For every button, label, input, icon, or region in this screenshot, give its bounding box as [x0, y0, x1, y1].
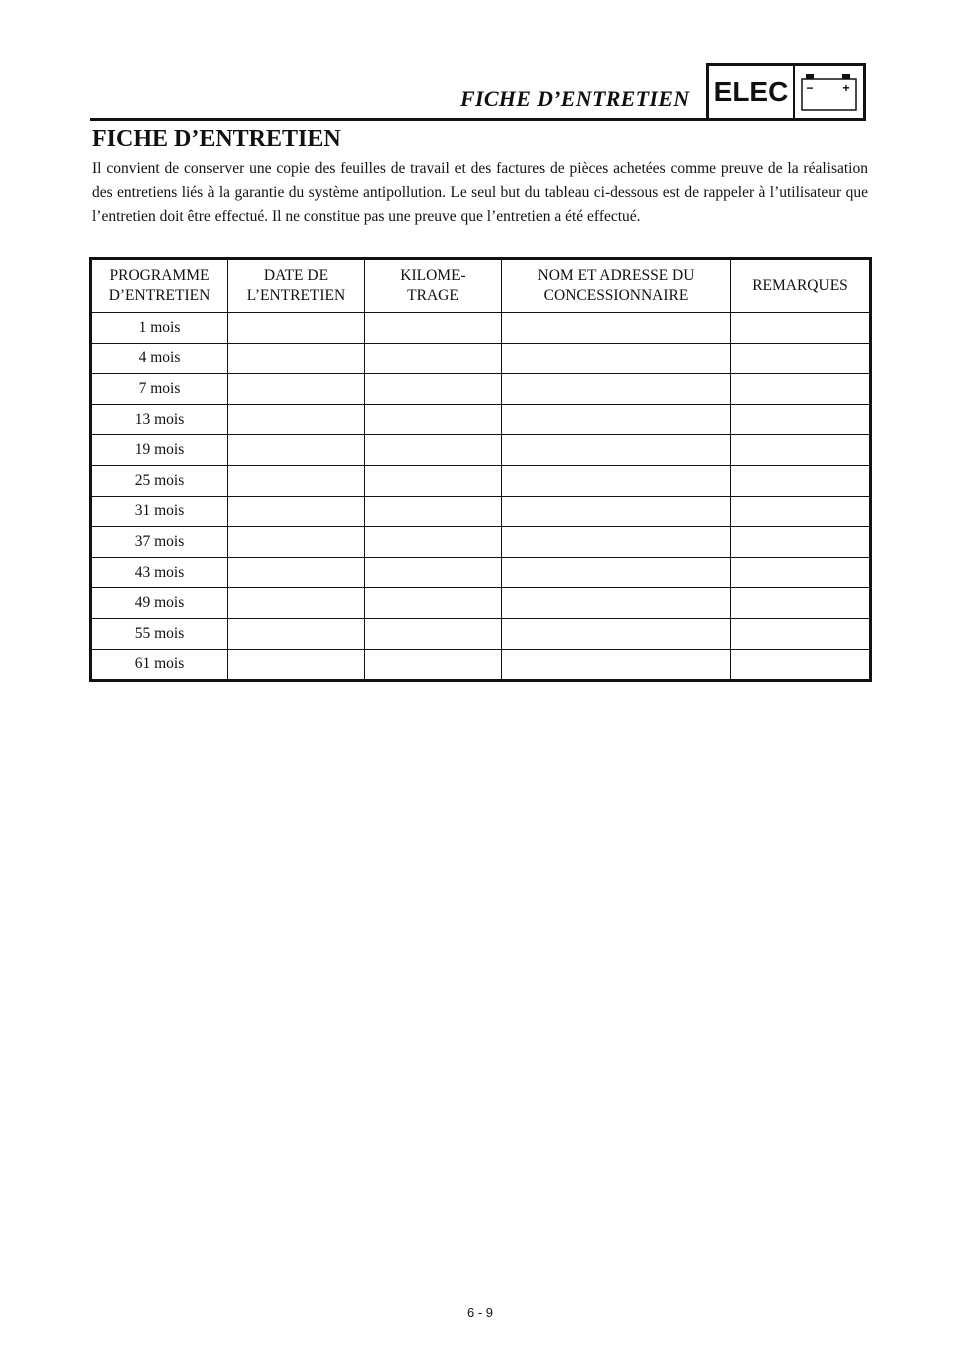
cell-dealer[interactable]	[502, 374, 731, 405]
table-row	[91, 374, 871, 405]
cell-mileage[interactable]	[365, 557, 502, 588]
cell-remarks[interactable]	[731, 435, 871, 466]
cell-mileage[interactable]	[365, 649, 502, 681]
cell-mileage[interactable]	[365, 404, 502, 435]
cell-dealer[interactable]	[502, 465, 731, 496]
cell-remarks[interactable]	[731, 465, 871, 496]
cell-dealer[interactable]	[502, 618, 731, 649]
col-header-date: DATE DE L’ENTRETIEN	[228, 259, 365, 313]
cell-mileage[interactable]	[365, 374, 502, 405]
cell-dealer[interactable]	[502, 557, 731, 588]
cell-mileage[interactable]	[365, 343, 502, 374]
table-row	[91, 557, 871, 588]
cell-dealer[interactable]	[502, 313, 731, 344]
table-body	[91, 313, 871, 681]
cell-remarks[interactable]	[731, 618, 871, 649]
cell-mileage[interactable]	[365, 435, 502, 466]
cell-date[interactable]	[228, 557, 365, 588]
table-header-row	[91, 259, 871, 313]
battery-icon	[800, 72, 858, 112]
cell-dealer[interactable]	[502, 496, 731, 527]
table-row	[91, 649, 871, 681]
table-row	[91, 618, 871, 649]
cell-mileage[interactable]	[365, 465, 502, 496]
page-number: 6 - 9	[466, 1305, 493, 1320]
cell-remarks[interactable]	[731, 374, 871, 405]
cell-remarks[interactable]	[731, 313, 871, 344]
cell-remarks[interactable]	[731, 557, 871, 588]
cell-remarks[interactable]	[731, 649, 871, 681]
cell-dealer[interactable]	[502, 527, 731, 558]
col-header-program: PROGRAMME D’ENTRETIEN	[91, 259, 228, 313]
cell-program: 7 mois	[91, 374, 228, 405]
intro-paragraph: Il convient de conserver une copie des feuilles de travail et des factures de pièces achetées comme preuve de la réalisation des entretiens liés à la garantie du système antipollution. Le seul but du tableau ci-dessous est de rappeler à l’utilisateur que l’entretien doit être effectué. Il ne constitue pas une preuve que l’entretien a été effectué.	[92, 160, 868, 225]
cell-program: 49 mois	[91, 588, 228, 619]
battery-minus-sign: −	[806, 81, 814, 95]
cell-remarks[interactable]	[731, 527, 871, 558]
cell-dealer[interactable]	[502, 435, 731, 466]
table-row	[91, 465, 871, 496]
cell-date[interactable]	[228, 588, 365, 619]
cell-program: 25 mois	[91, 465, 228, 496]
cell-date[interactable]	[228, 404, 365, 435]
col-header-dealer: NOM ET ADRESSE DU CONCESSIONNAIRE	[502, 259, 731, 313]
cell-program: 4 mois	[91, 343, 228, 374]
table-row	[91, 313, 871, 344]
section-title: FICHE D’ENTRETIEN	[92, 126, 341, 152]
table-row	[91, 527, 871, 558]
cell-mileage[interactable]	[365, 496, 502, 527]
col-header-mileage: KILOME- TRAGE	[365, 259, 502, 313]
cell-date[interactable]	[228, 313, 365, 344]
battery-icon-wrap	[795, 66, 863, 118]
section-code: ELEC	[709, 66, 795, 118]
header-rule	[90, 118, 706, 121]
col-header-remarks: REMARQUES	[731, 259, 871, 313]
cell-remarks[interactable]	[731, 496, 871, 527]
cell-program: 61 mois	[91, 649, 228, 681]
cell-program: 13 mois	[91, 404, 228, 435]
cell-mileage[interactable]	[365, 588, 502, 619]
section-badge	[706, 63, 866, 121]
cell-mileage[interactable]	[365, 527, 502, 558]
cell-program: 43 mois	[91, 557, 228, 588]
cell-remarks[interactable]	[731, 343, 871, 374]
cell-mileage[interactable]	[365, 313, 502, 344]
table-row	[91, 588, 871, 619]
cell-program: 31 mois	[91, 496, 228, 527]
cell-remarks[interactable]	[731, 404, 871, 435]
table-row	[91, 343, 871, 374]
cell-dealer[interactable]	[502, 343, 731, 374]
header-title: FICHE D’ENTRETIEN	[460, 86, 690, 111]
cell-date[interactable]	[228, 465, 365, 496]
maintenance-record-table	[89, 257, 872, 682]
cell-date[interactable]	[228, 343, 365, 374]
cell-dealer[interactable]	[502, 649, 731, 681]
cell-program: 55 mois	[91, 618, 228, 649]
cell-date[interactable]	[228, 374, 365, 405]
cell-mileage[interactable]	[365, 618, 502, 649]
cell-program: 1 mois	[91, 313, 228, 344]
cell-dealer[interactable]	[502, 404, 731, 435]
cell-remarks[interactable]	[731, 588, 871, 619]
cell-date[interactable]	[228, 618, 365, 649]
table-row	[91, 496, 871, 527]
cell-program: 37 mois	[91, 527, 228, 558]
table-row	[91, 435, 871, 466]
cell-date[interactable]	[228, 649, 365, 681]
battery-plus-sign: +	[842, 81, 850, 95]
cell-dealer[interactable]	[502, 588, 731, 619]
cell-program: 19 mois	[91, 435, 228, 466]
cell-date[interactable]	[228, 527, 365, 558]
table-row	[91, 404, 871, 435]
cell-date[interactable]	[228, 435, 365, 466]
cell-date[interactable]	[228, 496, 365, 527]
